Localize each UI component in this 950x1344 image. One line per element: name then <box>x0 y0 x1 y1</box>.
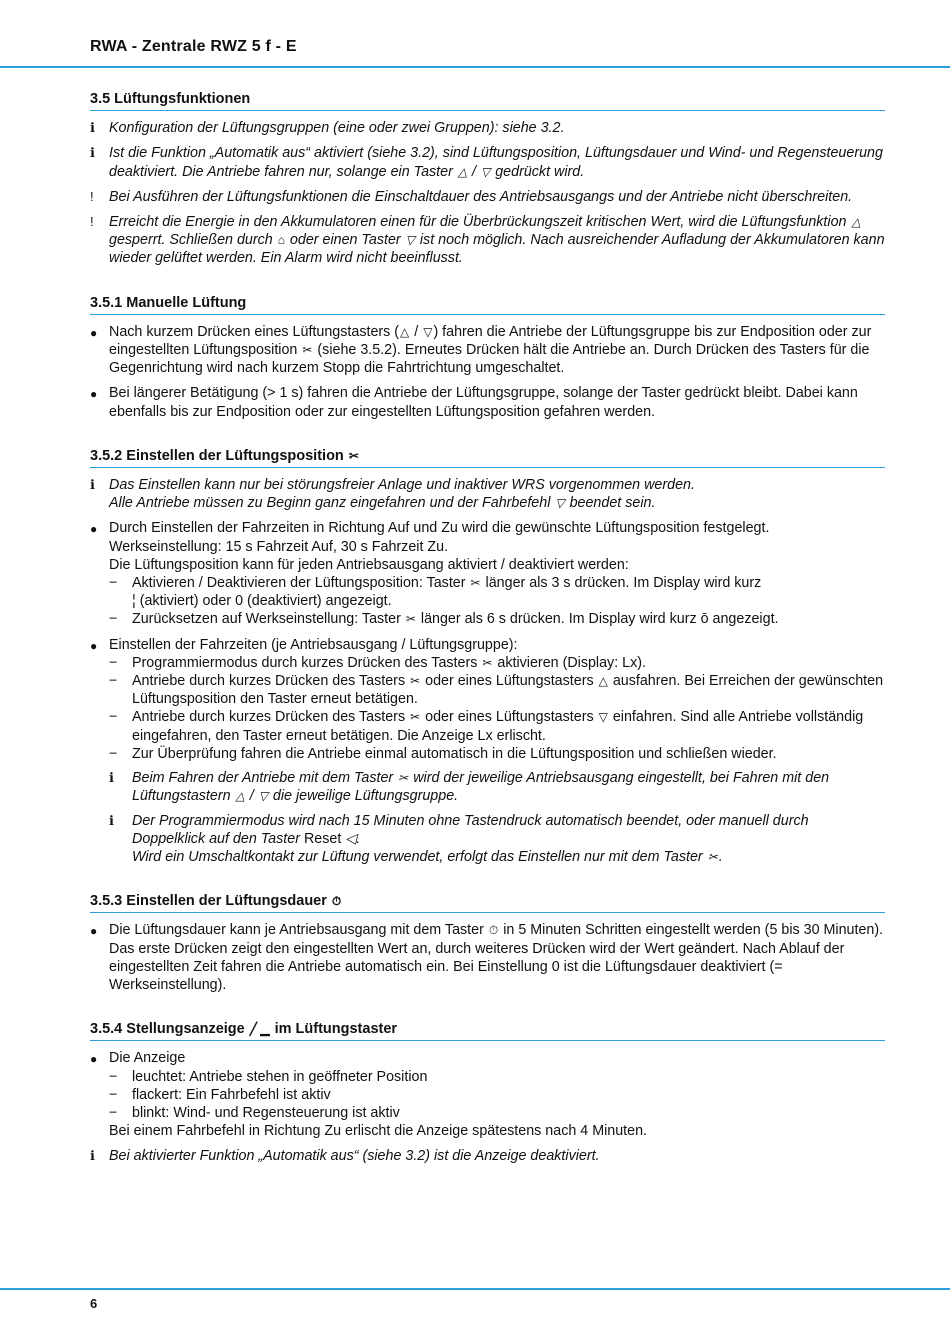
down-arrow-icon: ▽ <box>405 233 415 248</box>
up-arrow-icon: △ <box>598 674 608 689</box>
document-header: RWA - Zentrale RWZ 5 f - E <box>90 38 297 55</box>
down-arrow-icon: ▽ <box>481 164 491 179</box>
ventilation-duration-icon: ⏱ <box>331 894 342 909</box>
down-arrow-icon: ▽ <box>598 710 608 725</box>
info-note <box>109 769 885 805</box>
ventilation-position-icon: ✂ <box>398 771 409 786</box>
ventilation-position-icon: ✂ <box>707 849 718 864</box>
down-arrow-icon: ▽ <box>555 496 565 511</box>
dash-item: − Zurücksetzen auf Werkseinstellung: Taster ✂ länger als 6 s drücken. Im Display wird kurz ō angezeigt. <box>109 611 779 628</box>
bullet-icon: ● <box>90 924 98 939</box>
dash-item: − blinkt: Wind- und Regensteuerung ist aktiv <box>109 1104 400 1121</box>
ventilation-position-icon: ✂ <box>410 674 421 689</box>
dash-item: − leuchtet: Antriebe stehen in geöffneter Position <box>109 1068 428 1085</box>
section-title-3-5-2: 3.5.2 Einstellen der Lüftungsposition ✂ <box>90 447 885 468</box>
bullet-icon: ● <box>90 387 98 402</box>
info-note <box>90 1147 885 1165</box>
warning-note <box>90 213 885 268</box>
bullet-text: Bei längerer Betätigung (> 1 s) fahren die Antriebe der Lüftungsgruppe, solange der Taster gedrückt bleibt. Dabei kann ebenfalls bis zur Endposition oder zur eingestellten Lüftungsposition gefahren werden. <box>109 385 858 420</box>
ventilation-position-icon: ✂ <box>470 576 481 591</box>
note-text: Erreicht die Energie in den Akkumulatoren einen für die Überbrückungszeit kritischen Wert, wird die Lüftungsfunktion △ gesperrt. Schließen durch ⌂ oder einen Taster ▽ ist noch möglich. Nach ausreichender Aufladung der Akkumulatoren kann wieder gelüftet werden. Ein Alarm wird nicht beeinflusst. <box>109 214 885 267</box>
page-content <box>90 90 885 1173</box>
info-icon: ℹ <box>90 477 95 493</box>
bullet-text: Nach kurzem Drücken eines Lüftungstasters (△ / ▽) fahren die Antriebe der Lüftungsgruppe bis zur Endposition oder zur eingestellten Lüftungsposition ✂ (siehe 3.5.2). Erneutes Drücken hält die Antriebe an. Durch Drücken des Tasters für die Gegenrichtung wird nach kurzem Stopp die Fahrtrichtung umgeschaltet. <box>109 323 872 377</box>
section-title-3-5-1: 3.5.1 Manuelle Lüftung <box>90 294 885 315</box>
dash-item: − Zur Überprüfung fahren die Antriebe einmal automatisch in die Lüftungsposition und schließen wieder. <box>109 745 777 762</box>
up-arrow-icon: △ <box>851 215 861 230</box>
page-number: 6 <box>90 1296 98 1311</box>
footer-rule <box>0 1288 950 1290</box>
section-title-3-5-4: 3.5.4 Stellungsanzeige ╱ ▁ im Lüftungstaster <box>90 1020 885 1041</box>
up-arrow-icon: △ <box>457 164 468 179</box>
bullet-item <box>90 519 885 628</box>
note-text: Konfiguration der Lüftungsgruppen (eine oder zwei Gruppen): siehe 3.2. <box>109 120 565 137</box>
info-note <box>90 119 885 137</box>
bullet-icon: ● <box>90 325 98 340</box>
position-indicator-icon: ╱ ▁ <box>249 1022 270 1037</box>
ventilation-duration-icon: ⏱ <box>488 923 499 938</box>
bullet-text: Einstellen der Fahrzeiten (je Antriebsausgang / Lüftungsgruppe): − Programmiermodus durch kurzes Drücken des Tasters ✂ aktivieren (Display: Lx). − Antriebe durch kurzes Drücken des Tasters ✂ oder eines Lüftungstasters △ ausfahren. Bei Erreichen der gewünschten Lüftungsposition den Taster erneut betätigen. − Antriebe durch kurzes Drücken des Tasters ✂ oder eines Lüftungstasters ▽ einfahren. Sind alle Antriebe vollständig eingefahren, den Taster erneut betätigen. Die Anzeige Lx erlischt. − Zur Überprüfung fahren die Antriebe einmal automatisch in die Lüftungsposition und schließen wieder. ℹ Beim Fahren der Antriebe mit dem Taster ✂ wird der jeweilige Antriebsausgang eingestellt, bei Fahren mit den Lüftungstastern △ / ▽ die jeweilige Lüftungsgruppe. ℹ Der Programmiermodus wird nach 15 Minuten ohne Tastendruck automatisch beendet, oder manuell durch Doppelklick auf den Taster Reset ◁. Wird ein Umschaltkontakt zur Lüftung verwendet, erfolgt das Einstellen nur mit dem Taster ✂. <box>109 636 884 865</box>
ventilation-position-icon: ✂ <box>302 343 313 358</box>
dash-item: − Programmiermodus durch kurzes Drücken des Tasters ✂ aktivieren (Display: Lx). <box>109 654 647 671</box>
info-note <box>90 476 885 512</box>
warning-icon: ! <box>90 188 94 204</box>
info-icon: ℹ <box>90 120 95 136</box>
dash-item: − flackert: Ein Fahrbefehl ist aktiv <box>109 1086 331 1103</box>
note-text: Beim Fahren der Antriebe mit dem Taster ✂ wird der jeweilige Antriebsausgang eingestellt, bei Fahren mit den Lüftungstastern △ / ▽ die jeweilige Lüftungsgruppe. <box>132 770 830 805</box>
warning-icon: ! <box>90 214 94 230</box>
section-title-3-5-3: 3.5.3 Einstellen der Lüftungsdauer ⏱ <box>90 892 885 913</box>
bullet-icon: ● <box>90 1052 98 1067</box>
bullet-item <box>90 636 885 866</box>
down-arrow-icon: ▽ <box>258 789 268 804</box>
note-text: Das Einstellen kann nur bei störungsfreier Anlage und inaktiver WRS vorgenommen werden. Alle Antriebe müssen zu Beginn ganz eingefahren und der Fahrbefehl ▽ beendet sein. <box>109 477 695 512</box>
info-icon: ℹ <box>109 812 114 828</box>
dash-item: − Antriebe durch kurzes Drücken des Tasters ✂ oder eines Lüftungstasters △ ausfahren. Bei Erreichen der gewünschten Lüftungsposition den Taster erneut betätigen. <box>109 673 884 708</box>
up-arrow-icon: △ <box>235 789 245 804</box>
note-text: Bei aktivierter Funktion „Automatik aus“ (siehe 3.2) ist die Anzeige deaktiviert. <box>109 1148 600 1165</box>
note-text: Der Programmiermodus wird nach 15 Minuten ohne Tastendruck automatisch beendet, oder manuell durch Doppelklick auf den Taster Reset ◁. Wird ein Umschaltkontakt zur Lüftung verwendet, erfolgt das Einstellen nur mit dem Taster ✂. <box>132 812 809 865</box>
info-icon: ℹ <box>90 145 95 161</box>
ventilation-position-icon: ✂ <box>405 612 416 627</box>
note-text: Bei Ausführen der Lüftungsfunktionen die Einschaltdauer des Antriebsausgangs und der Antriebe nicht überschreiten. <box>109 188 853 205</box>
bullet-text: Die Lüftungsdauer kann je Antriebsausgang mit dem Taster ⏱ in 5 Minuten Schritten eingestellt werden (5 bis 30 Minuten). Das erste Drücken zeigt den eingestellten Wert an, durch weiteres Drücken wird der Wert geändert. Nach Ablauf der eingestellten Zeit fahren die Antriebe automatisch ein. Bei Einstellung 0 ist die Lüftungsdauer deaktiviert (= Werkseinstellung). <box>109 922 884 993</box>
ventilation-position-icon: ✂ <box>410 710 421 725</box>
note-text: Ist die Funktion „Automatik aus“ aktiviert (siehe 3.2), sind Lüftungsposition, Lüftungsdauer und Wind- und Regensteuerung deaktiviert. Die Antriebe fahren nur, solange ein Taster △ / ▽ gedrückt wird. <box>109 145 883 180</box>
warning-note <box>90 188 885 206</box>
bullet-item <box>90 921 885 994</box>
dash-item: − Antriebe durch kurzes Drücken des Tasters ✂ oder eines Lüftungstasters ▽ einfahren. Sind alle Antriebe vollständig eingefahren, den Taster erneut betätigen. Die Anzeige Lx erlischt. <box>109 709 864 744</box>
dash-item: − Aktivieren / Deaktivieren der Lüftungsposition: Taster ✂ länger als 3 s drücken. Im Display wird kurz ¦ (aktiviert) oder 0 (deaktiviert) angezeigt. <box>109 575 762 610</box>
bullet-text: Die Anzeige − leuchtet: Antriebe stehen in geöffneter Position − flackert: Ein Fahrbefehl ist aktiv − blinkt: Wind- und Regensteuerung ist aktiv Bei einem Fahrbefehl in Richtung Zu erlischt die Anzeige spätestens nach 4 Minuten. <box>109 1049 885 1140</box>
down-arrow-icon: ▽ <box>423 324 433 339</box>
bullet-icon: ● <box>90 522 98 537</box>
ventilation-position-icon: ✂ <box>348 448 359 463</box>
info-icon: ℹ <box>90 1148 95 1164</box>
bullet-item <box>90 384 885 420</box>
bullet-text: Durch Einstellen der Fahrzeiten in Richtung Auf und Zu wird die gewünschte Lüftungsposition festgelegt. Werkseinstellung: 15 s Fahrzeit Auf, 30 s Fahrzeit Zu. Die Lüftungsposition kann für jeden Antriebsausgang aktiviert / deaktiviert werden: − Aktivieren / Deaktivieren der Lüftungsposition: Taster ✂ länger als 3 s drücken. Im Display wird kurz ¦ (aktiviert) oder 0 (deaktiviert) angezeigt. − Zurücksetzen auf Werkseinstellung: Taster ✂ länger als 6 s drücken. Im Display wird kurz ō angezeigt. <box>109 519 885 628</box>
bullet-icon: ● <box>90 638 98 653</box>
bullet-item <box>90 1049 885 1140</box>
section-title-3-5: 3.5 Lüftungsfunktionen <box>90 90 885 111</box>
close-weather-icon: ⌂ <box>277 233 285 248</box>
info-icon: ℹ <box>109 770 114 786</box>
info-note <box>109 812 885 867</box>
info-note <box>90 144 885 180</box>
up-arrow-icon: △ <box>400 324 410 339</box>
header-rule <box>0 66 950 68</box>
ventilation-position-icon: ✂ <box>482 655 493 670</box>
bullet-item <box>90 323 885 378</box>
